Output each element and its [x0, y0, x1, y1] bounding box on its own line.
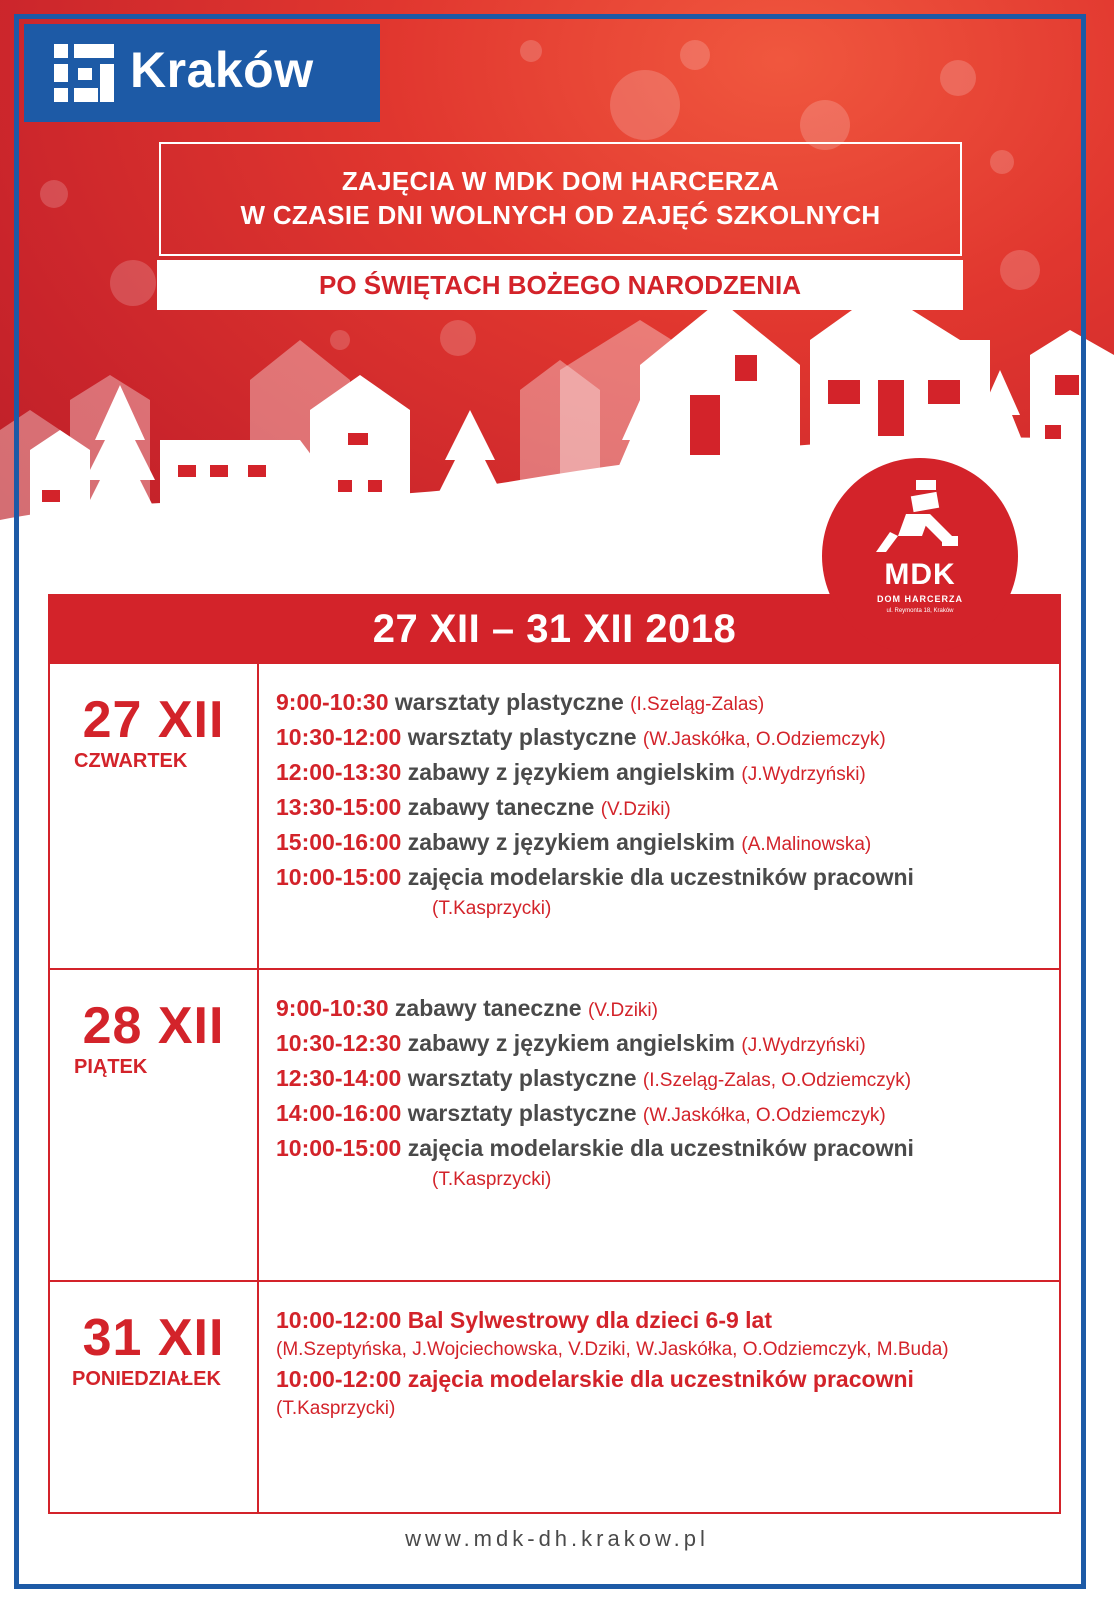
event-item: [276, 756, 1049, 791]
event-activity: warsztaty plastyczne: [407, 1100, 637, 1126]
event-time: 9:00-10:30: [276, 995, 389, 1021]
day-date: 27 XII: [82, 691, 225, 749]
day-date: 31 XII: [82, 1309, 225, 1367]
date-range: 27 XII – 31 XII 2018: [372, 607, 737, 651]
event-activity: warsztaty plastyczne: [394, 689, 624, 715]
event-activity: zajęcia modelarskie dla uczestników pracowni: [407, 1366, 914, 1392]
event-activity: zabawy z językiem angielskim: [407, 829, 735, 855]
event-people: (M.Szeptyńska, J.Wojciechowska, V.Dziki, W.Jaskółka, O.Odziemczyk, M.Buda): [276, 1339, 949, 1360]
krakow-emblem-icon: [54, 44, 114, 102]
bokeh-circle: [520, 40, 542, 62]
day-cell: [50, 1282, 259, 1514]
event-item: [276, 1132, 1049, 1165]
day-cell: [50, 664, 259, 968]
city-name: Kraków: [130, 42, 314, 98]
title-line-2: W CZASIE DNI WOLNYCH OD ZAJĘĆ SZKOLNYCH: [240, 200, 881, 230]
mdk-logo: [822, 458, 1018, 654]
bokeh-circle: [940, 60, 976, 96]
day-cell: [50, 970, 259, 1280]
event-activity: zajęcia modelarskie dla uczestników pracowni: [407, 864, 914, 890]
mdk-subtitle: DOM HARCERZA: [877, 594, 963, 604]
event-item: [276, 791, 1049, 826]
event-item: [276, 1097, 1049, 1132]
event-people: (J.Wydrzyński): [741, 1035, 866, 1056]
event-time: 10:00-12:00: [276, 1307, 402, 1333]
event-item: [276, 1363, 1049, 1396]
event-time: 9:00-10:30: [276, 689, 389, 715]
schedule-table: [48, 664, 1061, 1514]
event-item: [276, 826, 1049, 861]
event-activity: zabawy z językiem angielskim: [407, 1030, 735, 1056]
mdk-name: MDK: [884, 558, 956, 591]
event-list: [276, 1304, 1049, 1422]
bokeh-circle: [990, 150, 1014, 174]
bokeh-circle: [40, 180, 68, 208]
day-row: [50, 664, 1059, 970]
krakow-logo: [24, 24, 380, 122]
bokeh-circle: [610, 70, 680, 140]
event-activity: zabawy taneczne: [407, 794, 595, 820]
event-people: (W.Jaskółka, O.Odziemczyk): [642, 1105, 886, 1126]
subtitle: PO ŚWIĘTACH BOŻEGO NARODZENIA: [319, 270, 801, 300]
event-note: (T.Kasprzycki): [432, 1169, 552, 1190]
day-row: [50, 1282, 1059, 1514]
event-item: [276, 721, 1049, 756]
event-time: 13:30-15:00: [276, 794, 402, 820]
event-item: [276, 992, 1049, 1027]
event-time: 10:00-15:00: [276, 864, 402, 890]
day-row: [50, 970, 1059, 1282]
event-note: (T.Kasprzycki): [432, 898, 552, 919]
event-people: (I.Szeląg-Zalas): [630, 694, 765, 715]
event-activity: zabawy taneczne: [394, 995, 582, 1021]
title-line-1: ZAJĘCIA W MDK DOM HARCERZA: [341, 166, 780, 196]
event-activity: zajęcia modelarskie dla uczestników pracowni: [407, 1135, 914, 1161]
event-activity: zabawy z językiem angielskim: [407, 759, 735, 785]
event-people: (A.Malinowska): [741, 834, 872, 855]
event-activity: warsztaty plastyczne: [407, 1065, 637, 1091]
event-list: [276, 686, 1049, 924]
event-time: 10:30-12:00: [276, 724, 402, 750]
event-time: 12:00-13:30: [276, 759, 402, 785]
event-item: [276, 1062, 1049, 1097]
subtitle-box: [157, 260, 963, 310]
event-item: [276, 1304, 1049, 1337]
event-activity: warsztaty plastyczne: [407, 724, 637, 750]
event-time: 10:30-12:30: [276, 1030, 402, 1056]
bokeh-circle: [680, 40, 710, 70]
event-people: (V.Dziki): [587, 1000, 658, 1021]
footer-url[interactable]: www.mdk-dh.krakow.pl: [405, 1526, 709, 1551]
day-weekday: PONIEDZIAŁEK: [72, 1368, 221, 1390]
mdk-address: ul. Reymonta 18, Kraków: [886, 608, 954, 614]
event-activity: Bal Sylwestrowy dla dzieci 6-9 lat: [407, 1307, 773, 1333]
event-item: [276, 1027, 1049, 1062]
day-weekday: CZWARTEK: [74, 750, 188, 772]
event-people: (J.Wydrzyński): [741, 764, 866, 785]
day-weekday: PIĄTEK: [74, 1056, 148, 1078]
event-list: [276, 992, 1049, 1195]
mdk-figure-icon: [872, 480, 968, 558]
event-note: (T.Kasprzycki): [276, 1398, 396, 1419]
title-box: [159, 142, 962, 256]
event-item: [276, 861, 1049, 894]
event-time: 14:00-16:00: [276, 1100, 402, 1126]
event-people: (I.Szeląg-Zalas, O.Odziemczyk): [642, 1070, 912, 1091]
event-people: (W.Jaskółka, O.Odziemczyk): [642, 729, 886, 750]
event-time: 10:00-12:00: [276, 1366, 402, 1392]
event-time: 15:00-16:00: [276, 829, 402, 855]
event-time: 12:30-14:00: [276, 1065, 402, 1091]
event-people: (V.Dziki): [600, 799, 671, 820]
day-date: 28 XII: [82, 997, 225, 1055]
event-item: [276, 686, 1049, 721]
event-time: 10:00-15:00: [276, 1135, 402, 1161]
